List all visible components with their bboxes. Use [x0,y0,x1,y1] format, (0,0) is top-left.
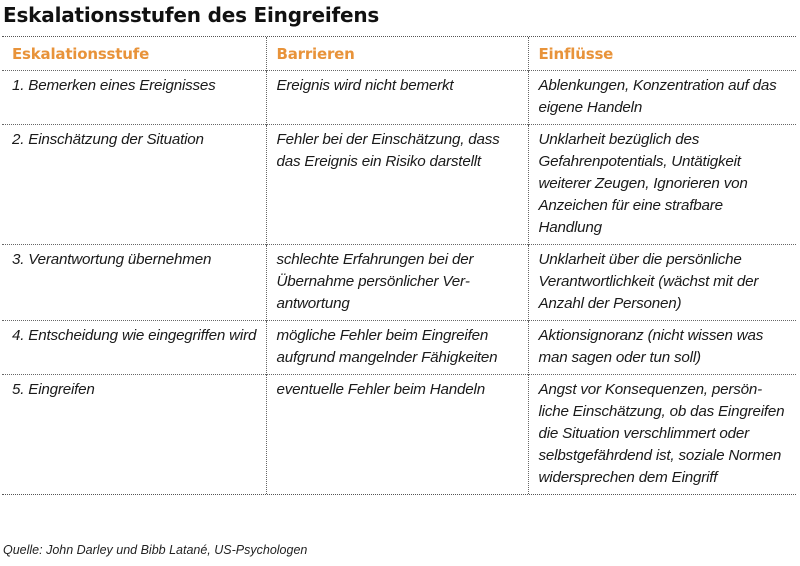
cell-barrier: schlechte Erfahrungen bei der Übernahme persönlicher Verantwortung [266,245,528,321]
cell-stage: 1. Bemerken eines Ereignisses [2,71,266,125]
cell-stage: 5. Eingreifen [2,375,266,495]
column-header-barriers: Barrieren [266,37,528,71]
table-row [2,321,796,375]
cell-influence: Aktionsignoranz (nicht wissen was man sagen oder tun soll) [528,321,796,375]
table-header-row [2,37,796,71]
cell-barrier: Ereignis wird nicht bemerkt [266,71,528,125]
cell-stage: 4. Entscheidung wie eingegriffen wird [2,321,266,375]
table-row [2,375,796,495]
cell-stage: 3. Verantwortung übernehmen [2,245,266,321]
cell-barrier: Fehler bei der Einschätzung, dass das Ereignis ein Risiko darstellt [266,125,528,245]
escalation-table [2,36,796,495]
cell-stage: 2. Einschätzung der Situation [2,125,266,245]
table-row [2,125,796,245]
cell-influence: Unklarheit bezüglich des Gefahrenpotentials, Untätigkeit weiterer Zeugen, Ignorieren von Anzeichen für eine strafbare Handlung [528,125,796,245]
cell-barrier: eventuelle Fehler beim Handeln [266,375,528,495]
table-row [2,245,796,321]
column-header-influences: Einflüsse [528,37,796,71]
cell-barrier: mögliche Fehler beim Eingreifen aufgrund mangelnder Fähigkeiten [266,321,528,375]
cell-influence: Angst vor Konsequenzen, persönliche Einschätzung, ob das Eingreifen die Situation verschlimmert oder selbstgefährdend ist, soziale Normen widersprechen dem Eingriff [528,375,796,495]
table-row [2,71,796,125]
source-note: Quelle: John Darley und Bibb Latané, US-Psychologen [3,543,308,557]
column-header-stage: Eskalationsstufe [12,45,150,63]
cell-influence: Ablenkungen, Konzentration auf das eigene Handeln [528,71,796,125]
cell-influence: Unklarheit über die persönliche Verantwortlichkeit (wächst mit der Anzahl der Personen) [528,245,796,321]
page-title: Eskalationsstufen des Eingreifens [3,3,380,27]
